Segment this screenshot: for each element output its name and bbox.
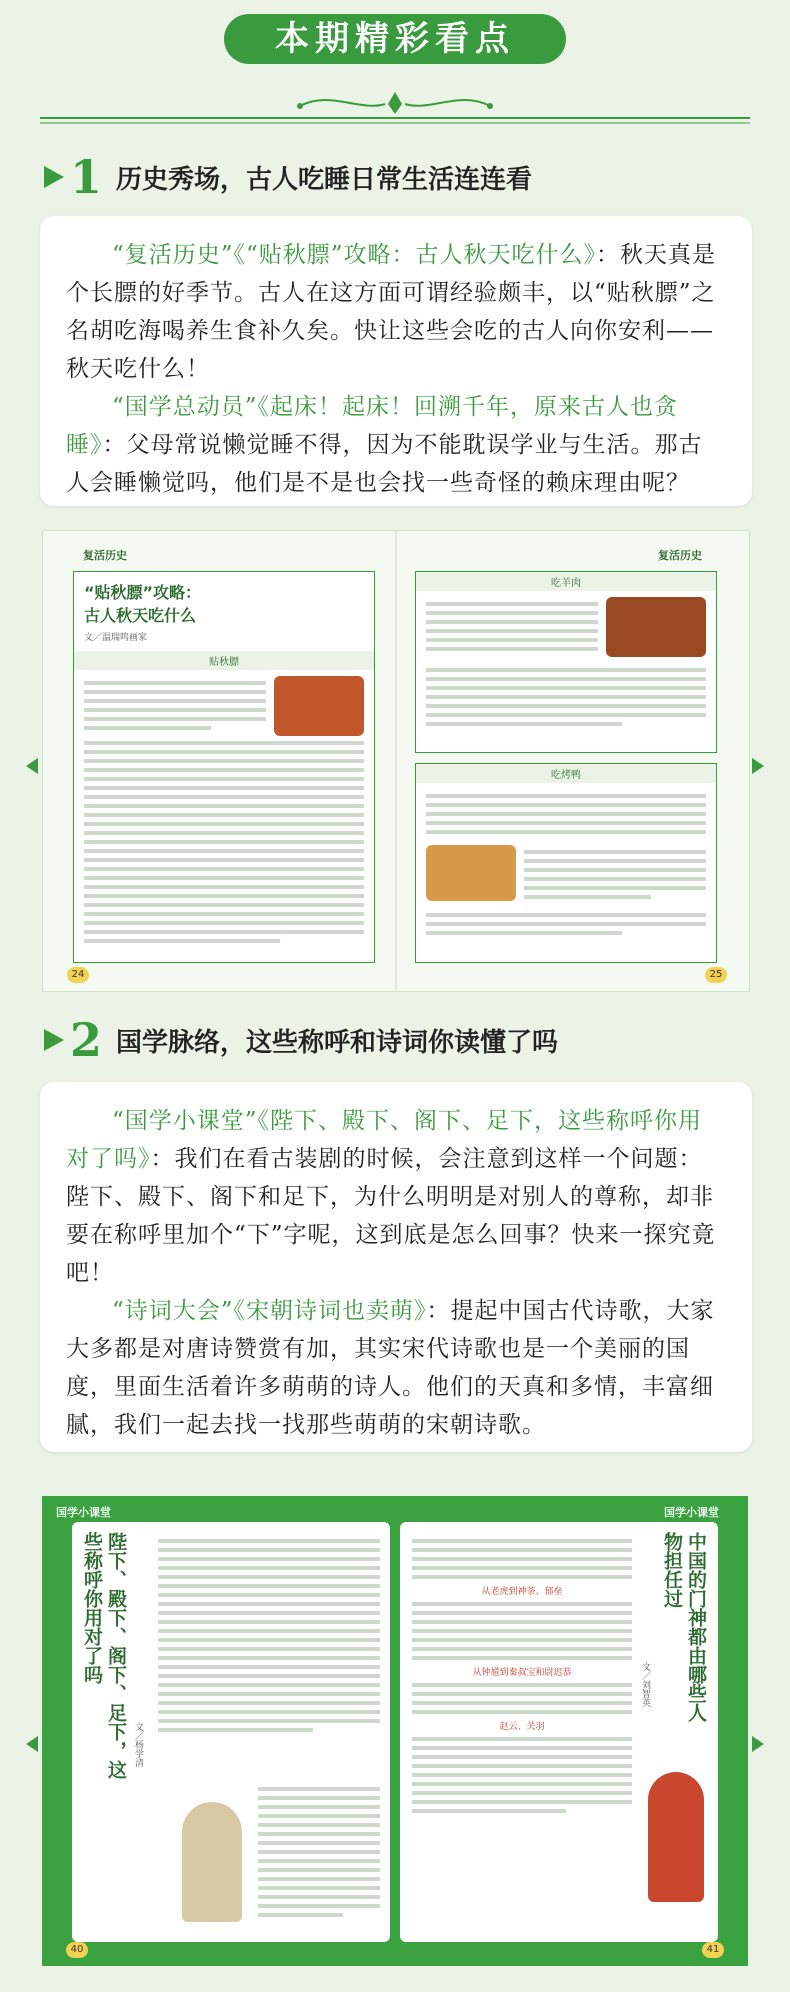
- magazine-spread-2: [42, 1496, 748, 1966]
- column-title: “复活历史”《“贴秋膘”攻略：古人秋天吃什么》: [112, 242, 597, 268]
- byline: 文／温瑞鸣画家: [84, 633, 148, 643]
- page-title: 本期精彩看点: [224, 14, 566, 64]
- right-box-2: [415, 763, 717, 963]
- section-number: 1: [70, 150, 103, 204]
- paragraph-text: ：秋天真是个长膘的好季节。古人在这方面可谓经验颇丰，以“贴秋膘”之名胡吃海喝养生食补久矣。快让这些会吃的古人向你安利——秋天吃什么！: [66, 242, 717, 382]
- section-1-heading: [44, 152, 532, 202]
- byline: 文／杨学清: [133, 1722, 143, 1767]
- arrow-right-icon: [752, 758, 764, 774]
- page-fold: [395, 531, 397, 991]
- arrow-right-icon: [752, 1736, 764, 1752]
- article-title: 这些称呼你用对了吗: [81, 1532, 127, 1779]
- right-box-1: [415, 571, 717, 753]
- magazine-spread-1: [42, 530, 750, 992]
- column-label: 国学小课堂: [664, 1506, 719, 1519]
- left-page: [72, 1522, 390, 1942]
- section-number: 2: [70, 1013, 103, 1067]
- section-2-heading: [44, 1015, 558, 1065]
- section-2-card: [40, 1082, 752, 1452]
- duck-image: [426, 845, 516, 901]
- subheading: 从钟馗到秦叔宝和尉迟恭: [472, 1668, 572, 1678]
- column-title: “国学小课堂”《陛下、殿下、阁下、足下，这些称呼你用对了吗》: [66, 1108, 703, 1172]
- arrow-left-icon: [26, 1736, 38, 1752]
- article-title: 哪些人物担任过: [661, 1532, 707, 1722]
- article-title: 陛下、殿下、阁下、足下，: [105, 1532, 127, 1760]
- column-label: 复活历史: [83, 549, 127, 562]
- paragraph: [66, 1292, 726, 1444]
- ornament-divider: [0, 82, 790, 132]
- paragraph: [66, 236, 726, 388]
- article-title: 中国的门神都由: [685, 1532, 707, 1665]
- box-title: 吃烤鸭: [416, 764, 716, 783]
- subheading: 赵云、关羽: [499, 1722, 545, 1732]
- article-title: “贴秋膘”攻略：古人秋天吃什么: [84, 583, 202, 625]
- section-title: 国学脉络，这些称呼和诗词你读懂了吗: [116, 1027, 559, 1058]
- column-label: 复活历史: [658, 549, 702, 562]
- arrow-left-icon: [26, 758, 38, 774]
- figure-illustration: [182, 1802, 242, 1922]
- byline: 文／刘智英: [640, 1662, 650, 1707]
- paragraph-text: ：我们在看古装剧的时候，会注意到这样一个问题：陛下、殿下、阁下和足下，为什么明明是对别人的尊称，却非要在称呼里加个“下”字呢，这到底是怎么回事？快来一探究竟吧！: [66, 1146, 716, 1286]
- door-god-illustration: [648, 1772, 704, 1902]
- crab-image: [274, 676, 364, 736]
- page-number: 41: [702, 1942, 724, 1958]
- lamb-image: [606, 597, 706, 657]
- page-number: 25: [705, 967, 727, 983]
- subheading: 从老虎到神荼、郁垒: [481, 1587, 563, 1597]
- paragraph-text: ：提起中国古代诗歌，大家大多都是对唐诗赞赏有加，其实宋代诗歌也是一个美丽的国度，里面生活着许多萌萌的诗人。他们的天真和多情，丰富细腻，我们一起去找一找那些萌萌的宋朝诗歌。: [66, 1298, 715, 1438]
- page-number: 40: [66, 1942, 88, 1958]
- section-1-card: [40, 216, 752, 506]
- section-title: 历史秀场，古人吃睡日常生活连连看: [116, 164, 533, 195]
- right-page: [400, 1522, 718, 1942]
- arrow-icon: [44, 166, 64, 188]
- column-title: “国学总动员”《起床！起床！回溯千年，原来古人也贪睡》: [66, 394, 679, 458]
- column-title: “诗词大会”《宋朝诗词也卖萌》: [112, 1298, 427, 1324]
- box-title: 吃羊肉: [416, 572, 716, 591]
- arrow-icon: [44, 1029, 64, 1051]
- paragraph: [66, 1102, 726, 1292]
- left-page: [73, 571, 375, 963]
- box-title: 贴秋膘: [74, 651, 374, 670]
- paragraph: [66, 388, 726, 502]
- column-label: 国学小课堂: [56, 1506, 111, 1519]
- page-number: 24: [67, 967, 89, 983]
- paragraph-text: ：父母常说懒觉睡不得，因为不能耽误学业与生活。那古人会睡懒觉吗，他们是不是也会找一些奇怪的赖床理由呢？: [66, 432, 703, 496]
